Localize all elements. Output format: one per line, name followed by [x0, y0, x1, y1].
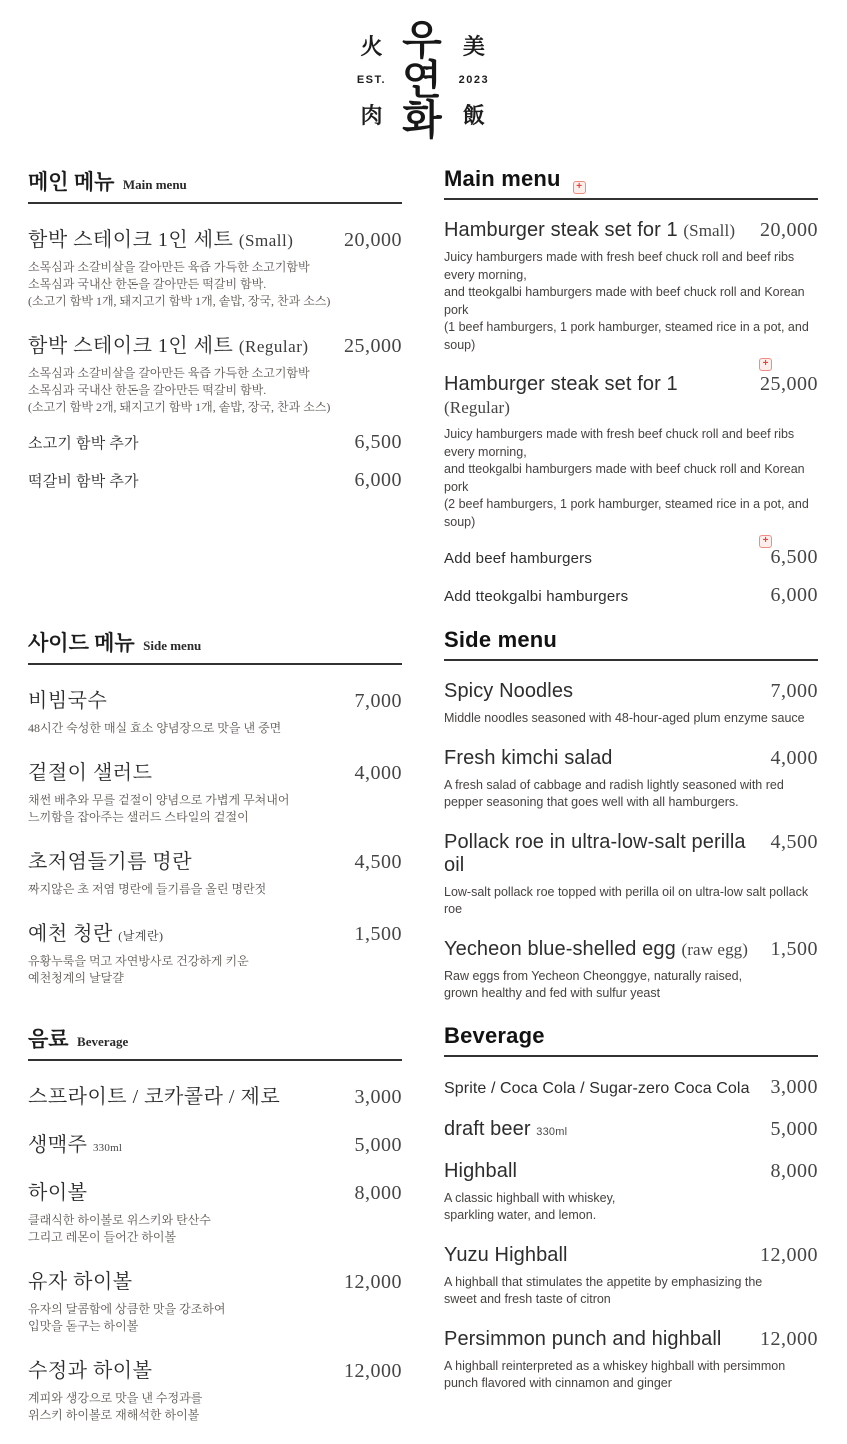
menu-item: [444, 1160, 818, 1225]
menu-item: [444, 1328, 818, 1393]
item-price: 3,000: [770, 1075, 818, 1098]
item-description: Low-salt pollack roe topped with perilla oil on ultra-low salt pollack roe: [444, 884, 809, 916]
item-description: Juicy hamburgers made with fresh beef chuck roll and beef ribs every morning, and tteokgalbi hamburgers made with beef chuck roll and Korean pork (2 beef hamburgers, 1 pork hamburger, steamed rice in a pot, and soup): [444, 427, 809, 529]
section-subtitle: Main menu: [122, 177, 187, 192]
item-price: 5,000: [354, 1133, 402, 1156]
broken-image-icon: [759, 358, 772, 371]
item-name: Hamburger steak set for 1 (Regular): [444, 373, 678, 417]
item-description: 유황누룩을 먹고 자연방사로 건강하게 키운 예천청계의 날달걀: [28, 954, 249, 985]
item-name: 수정과 하이볼: [28, 1359, 153, 1382]
section-side-menu-korean: [28, 627, 402, 1003]
logo-year-label: 2023: [458, 74, 490, 86]
item-name: 비빔국수: [28, 690, 108, 712]
section-subtitle: Beverage: [77, 1033, 129, 1049]
item-description: A classic highball with whiskey, sparkling water, and lemon.: [444, 1190, 616, 1222]
item-price: 8,000: [770, 1159, 818, 1182]
item-price: 4,000: [770, 746, 818, 769]
logo-left-column: [357, 20, 386, 140]
item-description: 소목심과 소갈비살을 갈아만든 육즙 가득한 소고기함박 소목심과 국내산 한돈을 갈아만든 떡갈비 함박. (소고기 함박 2개, 돼지고기 함박 1개, 솥밥, 장국, 찬과 소스): [28, 366, 331, 414]
menu-item: [444, 831, 818, 919]
menu-item: [28, 223, 402, 310]
broken-image-icon: [573, 181, 586, 194]
menu-item: [28, 329, 402, 416]
item-size-label: (Small): [683, 221, 736, 240]
item-name: 생맥주 330ml: [28, 1133, 123, 1156]
section-title: Main menu: [444, 166, 561, 191]
item-name: draft beer 330ml: [444, 1117, 568, 1140]
item-price: 6,000: [354, 469, 402, 491]
item-name: Yecheon blue-shelled egg (raw egg): [444, 937, 749, 960]
item-price: 12,000: [760, 1243, 818, 1266]
section-main-menu-english: [444, 166, 818, 607]
item-name: Persimmon punch and highball: [444, 1327, 722, 1350]
item-name: 소고기 함박 추가: [28, 436, 139, 452]
item-description: 채썬 배추와 무를 겉절이 양념으로 가볍게 무쳐내어 느끼함을 잡아주는 샐러드 스타일의 겉절이: [28, 793, 290, 824]
item-price: 3,000: [354, 1085, 402, 1108]
hanja-beauty-glyph: 美: [462, 34, 485, 59]
item-note-label: (날계란): [118, 929, 164, 943]
section-header: [444, 1023, 818, 1057]
item-name: 스프라이트 / 코카콜라 / 제로: [28, 1085, 281, 1108]
menu-item: [444, 1076, 818, 1099]
menu-item: [28, 431, 402, 454]
section-main-menu-korean: [28, 166, 402, 607]
item-size-label: (Small): [238, 231, 294, 250]
section-beverage-korean: [28, 1023, 402, 1424]
item-description: Raw eggs from Yecheon Cheonggye, naturally raised, grown healthy and fed with sulfur yeast: [444, 968, 743, 1000]
section-beverage-english: [444, 1023, 818, 1424]
item-description: Middle noodles seasoned with 48-hour-aged plum enzyme sauce: [444, 711, 805, 725]
item-price: 7,000: [354, 690, 402, 712]
section-side-menu-english: [444, 627, 818, 1003]
hanja-meat-glyph: 肉: [360, 103, 383, 128]
item-price: 4,500: [354, 851, 402, 873]
item-description: 클래식한 하이볼로 위스키와 탄산수 그리고 레몬이 들어간 하이볼: [28, 1212, 211, 1244]
logo-char-yeon: 연: [402, 56, 443, 104]
item-price: 1,500: [354, 923, 402, 945]
logo-char-hwa: 화: [402, 96, 443, 144]
item-price: 6,500: [354, 431, 402, 453]
section-title: 메인 메뉴: [28, 170, 115, 194]
menu-item: [28, 1265, 402, 1335]
menu-item: [444, 680, 818, 728]
item-description: Juicy hamburgers made with fresh beef chuck roll and beef ribs every morning, and tteokgalbi hamburgers made with beef chuck roll and Korean pork (1 beef hamburgers, 1 pork hamburger, steamed rice in a pot, and soup): [444, 250, 809, 352]
item-name: 하이볼: [28, 1181, 88, 1204]
item-name: 겉절이 샐러드: [28, 762, 153, 784]
item-price: 6,000: [770, 584, 818, 606]
item-description: A highball that stimulates the appetite by emphasizing the sweet and fresh taste of citron: [444, 1274, 763, 1306]
item-name: 예천 청란 (날계란): [28, 923, 164, 945]
menu-item: [28, 1128, 402, 1157]
item-size-label: (Regular): [444, 398, 511, 417]
section-title: Side menu: [444, 627, 558, 652]
item-name: Sprite / Coca Cola / Sugar-zero Coca Cola: [444, 1079, 750, 1097]
section-header: [28, 1023, 402, 1061]
item-description: 계피와 생강으로 맛을 낸 수정과를 위스키 하이볼로 재해석한 하이볼: [28, 1390, 203, 1422]
item-name: Pollack roe in ultra-low-salt perilla oil: [444, 830, 746, 876]
menu-item: [444, 1118, 818, 1141]
menu-item: [444, 747, 818, 812]
section-title: Beverage: [444, 1022, 545, 1048]
menu-item: [444, 219, 818, 354]
section-title: 음료: [28, 1026, 69, 1051]
item-description: 유자의 달콤함에 상큼한 맛을 강조하여 입맛을 돋구는 하이볼: [28, 1301, 226, 1333]
item-size-label: (Regular): [238, 337, 309, 356]
section-subtitle: Side menu: [143, 638, 202, 653]
item-name: Add tteokgalbi hamburgers: [444, 588, 629, 605]
item-name: 함박 스테이크 1인 세트 (Regular): [28, 335, 309, 357]
section-header: [28, 166, 402, 204]
item-name: Add beef hamburgers: [444, 550, 593, 567]
menu-item: [28, 1080, 402, 1109]
item-price: 20,000: [344, 229, 402, 251]
item-name: Spicy Noodles: [444, 680, 574, 702]
item-description: 짜지않은 초 저염 명란에 들기름을 올린 명란젓: [28, 882, 267, 896]
item-price: 4,500: [770, 830, 818, 853]
item-name: Yuzu Highball: [444, 1243, 568, 1266]
item-price: 8,000: [354, 1181, 402, 1204]
menu-item: [28, 469, 402, 492]
hanja-fire-glyph: 火: [360, 34, 383, 59]
menu-item: [444, 1244, 818, 1309]
item-name: 떡갈비 함박 추가: [28, 474, 139, 490]
menu-item: [444, 584, 818, 607]
item-price: 25,000: [344, 335, 402, 357]
menu-item: [28, 1354, 402, 1424]
section-header: [444, 627, 818, 661]
item-price: 12,000: [344, 1270, 402, 1293]
item-name: Highball: [444, 1159, 518, 1182]
item-volume-label: 330ml: [92, 1141, 123, 1154]
menu-item: [28, 917, 402, 987]
menu-item: [444, 373, 818, 531]
menu-item: [28, 684, 402, 737]
item-price: 25,000: [760, 373, 818, 395]
logo-right-column: [459, 20, 489, 140]
section-title: 사이드 메뉴: [28, 631, 135, 655]
item-name: 유자 하이볼: [28, 1270, 133, 1293]
hanja-rice-glyph: 飯: [462, 103, 485, 128]
item-price: 12,000: [760, 1327, 818, 1350]
menu-item: [28, 756, 402, 826]
menu-item: [28, 1176, 402, 1246]
section-header: [444, 166, 818, 200]
menu-item: [444, 546, 818, 569]
item-note-label: (raw egg): [681, 939, 749, 959]
item-name: Hamburger steak set for 1 (Small): [444, 219, 736, 241]
item-price: 5,000: [770, 1117, 818, 1140]
menu-columns: [28, 166, 818, 1444]
item-price: 7,000: [770, 680, 818, 702]
item-name: Fresh kimchi salad: [444, 746, 613, 769]
item-volume-label: 330ml: [536, 1125, 568, 1138]
item-price: 20,000: [760, 219, 818, 241]
item-name: 초저염들기름 명란: [28, 851, 193, 873]
section-header: [28, 627, 402, 665]
logo-est-label: EST.: [356, 74, 387, 86]
item-description: A highball reinterpreted as a whiskey highball with persimmon punch flavored with cinnamon and ginger: [444, 1358, 786, 1390]
item-price: 6,500: [770, 546, 818, 568]
menu-item: [28, 845, 402, 898]
item-description: A fresh salad of cabbage and radish lightly seasoned with red pepper seasoning that goes well with all hamburgers.: [444, 777, 784, 809]
logo-wordmark: [402, 16, 443, 144]
item-description: 48시간 숙성한 매실 효소 양념장으로 맛을 낸 중면: [28, 721, 282, 735]
restaurant-logo: [28, 16, 818, 144]
menu-item: [444, 938, 818, 1003]
logo-char-woo: 우: [402, 16, 443, 64]
item-description: 소목심과 소갈비살을 갈아만든 육즙 가득한 소고기함박 소목심과 국내산 한돈을 갈아만든 떡갈비 함박. (소고기 함박 1개, 돼지고기 함박 1개, 솥밥, 장국, 찬과 소스): [28, 260, 331, 308]
item-price: 4,000: [354, 762, 402, 784]
item-name: 함박 스테이크 1인 세트 (Small): [28, 229, 294, 251]
item-price: 12,000: [344, 1359, 402, 1382]
item-price: 1,500: [770, 937, 818, 960]
